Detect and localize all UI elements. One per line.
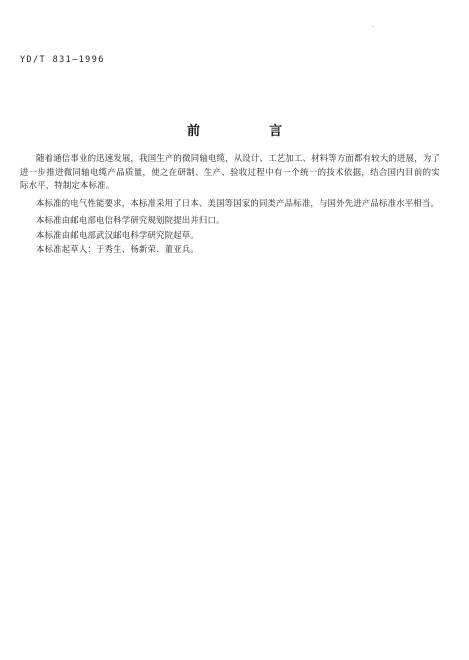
corner-mark: ·: [372, 24, 374, 31]
paragraph-intro: 随着通信事业的迅速发展，我国生产的微同轴电缆，从设计、工艺加工、材料等方面都有较大的进展，为了进一步推进微同轴电缆产品质量，使之在研制、生产、验收过程中有一个统一的技术依据，结合国内目前的实际水平，特制定本标准。: [20, 153, 440, 190]
foreword-body: [20, 152, 440, 258]
paragraph-proposed-by: 本标准由邮电部电信科学研究规划院提出并归口。: [36, 215, 225, 225]
page-title: 前 言: [186, 124, 310, 139]
paragraph-drafted-by: 本标准由邮电部武汉邮电科学研究院起草。: [36, 229, 199, 240]
paragraph-drafters: 本标准起草人：于秀生、杨新荣、董亚兵。: [36, 244, 199, 254]
paragraph-reference: 本标准的电气性能要求，本标准采用了日本、美国等国家的同类产品标准，与国外先进产品标准水平相当。: [36, 197, 440, 208]
standard-code: YD/T 831—1996: [20, 55, 105, 65]
